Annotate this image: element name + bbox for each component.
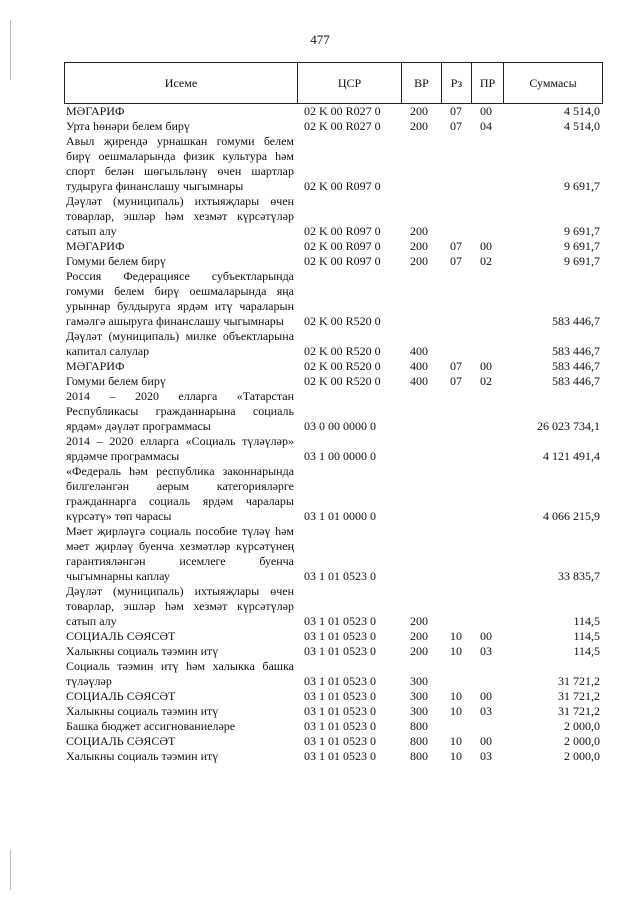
- row-pr: 03: [480, 704, 492, 718]
- row-vr: 200: [410, 254, 428, 268]
- row-csr: 03 1 01 0523 0: [304, 689, 376, 703]
- row-vr: 200: [410, 239, 428, 253]
- row-name: 2014 – 2020 елларга «Социаль түләүләр» ярдәмче программасы: [66, 434, 294, 463]
- row-csr: 02 K 00 R097 0: [304, 224, 381, 238]
- row-rz: 07: [450, 239, 462, 253]
- row-sum: 9 691,7: [564, 239, 600, 253]
- row-vr: 300: [410, 704, 428, 718]
- row-rz: 07: [450, 119, 462, 133]
- row-name: СОЦИАЛЬ СӘЯСӘТ: [66, 689, 176, 703]
- row-sum: 583 446,7: [552, 314, 600, 328]
- row-name: Социаль тәэмин итү һәм халыкка башка түләүләр: [66, 659, 294, 688]
- table-row: [64, 104, 603, 119]
- row-name: Халыкны социаль тәэмин итү: [66, 704, 219, 718]
- row-name: Дәүләт (муниципаль) ихтыяҗлары өчен товарлар, эшләр һәм хезмәт күрсәтүләр сатып алу: [66, 194, 294, 238]
- row-name: Гомуми белем бирү: [66, 254, 166, 268]
- row-vr: 800: [410, 749, 428, 763]
- table-row: [64, 644, 603, 659]
- row-vr: 300: [410, 674, 428, 688]
- row-pr: 00: [480, 629, 492, 643]
- row-csr: 03 1 01 0523 0: [304, 704, 376, 718]
- table-row: [64, 524, 603, 584]
- page-number: 477: [310, 32, 330, 47]
- table-row: [64, 659, 603, 689]
- row-csr: 03 1 01 0523 0: [304, 569, 376, 583]
- row-name: МӘГАРИФ: [66, 239, 125, 253]
- header-csr: ЦСР: [297, 63, 401, 103]
- row-vr: 200: [410, 614, 428, 628]
- header-name: Исеме: [164, 76, 198, 90]
- row-name: Гомуми белем бирү: [66, 374, 166, 388]
- row-vr: 200: [410, 224, 428, 238]
- table-row: [64, 269, 603, 329]
- row-rz: 10: [450, 629, 462, 643]
- row-rz: 10: [450, 644, 462, 658]
- row-sum: 114,5: [573, 644, 600, 658]
- row-csr: 02 K 00 R097 0: [304, 254, 381, 268]
- header-sum: Суммасы: [503, 63, 602, 103]
- row-name: Авыл җирендә урнашкан гомуми белем бирү оешмаларында физик культура һәм спорт белән шөгыльләнү өчен шартлар тудыруга финанслашу чыгымнары: [66, 134, 294, 193]
- row-sum: 9 691,7: [564, 254, 600, 268]
- row-rz: 07: [450, 359, 462, 373]
- row-csr: 03 1 01 0523 0: [304, 734, 376, 748]
- row-name: Башка бюджет ассигнованиеләре: [66, 719, 236, 733]
- table-row: [64, 329, 603, 359]
- row-vr: 300: [410, 689, 428, 703]
- row-pr: 03: [480, 749, 492, 763]
- left-margin-mark: [10, 850, 11, 890]
- row-sum: 4 121 491,4: [543, 449, 600, 463]
- row-pr: 00: [480, 239, 492, 253]
- row-sum: 31 721,2: [558, 704, 600, 718]
- header-rz: Рз: [441, 63, 471, 103]
- row-name: Халыкны социаль тәэмин итү: [66, 749, 219, 763]
- table-row: [64, 389, 603, 434]
- row-vr: 400: [410, 359, 428, 373]
- table-row: [64, 704, 603, 719]
- row-name: МӘГАРИФ: [66, 359, 125, 373]
- row-vr: 200: [410, 104, 428, 118]
- table-row: [64, 434, 603, 464]
- table-body: [64, 104, 603, 764]
- row-name: СОЦИАЛЬ СӘЯСӘТ: [66, 734, 176, 748]
- row-csr: 03 0 00 0000 0: [304, 419, 376, 433]
- table-row: [64, 239, 603, 254]
- table-row: [64, 749, 603, 764]
- row-vr: 400: [410, 344, 428, 358]
- row-csr: 03 1 01 0523 0: [304, 614, 376, 628]
- row-sum: 583 446,7: [552, 359, 600, 373]
- row-pr: 00: [480, 104, 492, 118]
- row-vr: 800: [410, 734, 428, 748]
- left-margin-mark: [10, 20, 11, 80]
- row-rz: 07: [450, 104, 462, 118]
- row-csr: 02 K 00 R520 0: [304, 314, 381, 328]
- table-row: [64, 134, 603, 194]
- row-vr: 400: [410, 374, 428, 388]
- row-sum: 2 000,0: [564, 719, 600, 733]
- table-row: [64, 734, 603, 749]
- row-sum: 33 835,7: [558, 569, 600, 583]
- header-vr: ВР: [401, 63, 441, 103]
- row-rz: 07: [450, 254, 462, 268]
- table-row: [64, 689, 603, 704]
- row-rz: 07: [450, 374, 462, 388]
- row-csr: 03 1 01 0523 0: [304, 719, 376, 733]
- row-name: Урта һөнәри белем бирү: [66, 119, 190, 133]
- row-name: «Федераль һәм республика законнарында билгеләнгән аерым категорияләрге гражданнарга социаль ярдәм чаралары күрсәтү» төп чарасы: [66, 464, 294, 523]
- row-name: Россия Федерациясе субъектларында гомуми белем бирү оешмаларында яңа урыннар булдыруга ярдәм итү чараларын гамәлгә ашыруга финанслашу чыгымнары: [66, 269, 294, 328]
- row-sum: 583 446,7: [552, 344, 600, 358]
- row-sum: 9 691,7: [564, 179, 600, 193]
- table-row: [64, 584, 603, 629]
- row-pr: 02: [480, 374, 492, 388]
- row-csr: 03 1 01 0523 0: [304, 749, 376, 763]
- row-rz: 10: [450, 749, 462, 763]
- row-rz: 10: [450, 704, 462, 718]
- table-row: [64, 374, 603, 389]
- row-pr: 03: [480, 644, 492, 658]
- row-sum: 31 721,2: [558, 674, 600, 688]
- table-header: [64, 62, 603, 104]
- row-name: Халыкны социаль тәэмин итү: [66, 644, 219, 658]
- row-name: СОЦИАЛЬ СӘЯСӘТ: [66, 629, 176, 643]
- row-name: Дәүләт (муниципаль) ихтыяҗлары өчен товарлар, эшләр һәм хезмәт күрсәтүләр сатып алу: [66, 584, 294, 628]
- row-vr: 200: [410, 629, 428, 643]
- row-csr: 03 1 01 0523 0: [304, 674, 376, 688]
- row-csr: 02 K 00 R520 0: [304, 344, 381, 358]
- table-row: [64, 464, 603, 524]
- row-vr: 200: [410, 644, 428, 658]
- table-row: [64, 629, 603, 644]
- row-name: 2014 – 2020 елларга «Татарстан Республикасы гражданнарына социаль ярдәм» дәүләт программасы: [66, 389, 294, 433]
- row-name: Дәүләт (муниципаль) милке объектларына капитал салулар: [66, 329, 294, 358]
- row-sum: 31 721,2: [558, 689, 600, 703]
- row-sum: 114,5: [573, 629, 600, 643]
- table-row: [64, 359, 603, 374]
- table-row: [64, 194, 603, 239]
- table-row: [64, 254, 603, 269]
- row-sum: 2 000,0: [564, 749, 600, 763]
- row-sum: 9 691,7: [564, 224, 600, 238]
- row-sum: 4 514,0: [564, 119, 600, 133]
- row-pr: 04: [480, 119, 492, 133]
- budget-table: [64, 62, 603, 764]
- row-rz: 10: [450, 689, 462, 703]
- table-row: [64, 119, 603, 134]
- row-sum: 2 000,0: [564, 734, 600, 748]
- row-sum: 114,5: [573, 614, 600, 628]
- row-csr: 02 K 00 R097 0: [304, 179, 381, 193]
- row-csr: 03 1 00 0000 0: [304, 449, 376, 463]
- row-pr: 02: [480, 254, 492, 268]
- row-sum: 4 514,0: [564, 104, 600, 118]
- row-rz: 10: [450, 734, 462, 748]
- row-vr: 200: [410, 119, 428, 133]
- row-csr: 02 K 00 R027 0: [304, 104, 381, 118]
- row-csr: 03 1 01 0523 0: [304, 629, 376, 643]
- row-name: Мәет җирләүгә социаль пособие түләү һәм мәет җирләү буенча хезмәтләр күрсәтүнең гарантияләнгән исемлеге буенча чыгымнарны каплау: [66, 524, 294, 583]
- row-csr: 02 K 00 R520 0: [304, 359, 381, 373]
- row-vr: 800: [410, 719, 428, 733]
- row-pr: 00: [480, 689, 492, 703]
- row-pr: 00: [480, 734, 492, 748]
- row-sum: 583 446,7: [552, 374, 600, 388]
- row-name: МӘГАРИФ: [66, 104, 125, 118]
- row-pr: 00: [480, 359, 492, 373]
- row-csr: 02 K 00 R097 0: [304, 239, 381, 253]
- row-sum: 26 023 734,1: [537, 419, 600, 433]
- row-csr: 03 1 01 0523 0: [304, 644, 376, 658]
- row-csr: 02 K 00 R520 0: [304, 374, 381, 388]
- row-csr: 03 1 01 0000 0: [304, 509, 376, 523]
- row-sum: 4 066 215,9: [543, 509, 600, 523]
- table-row: [64, 719, 603, 734]
- header-pr: ПР: [471, 63, 503, 103]
- row-csr: 02 K 00 R027 0: [304, 119, 381, 133]
